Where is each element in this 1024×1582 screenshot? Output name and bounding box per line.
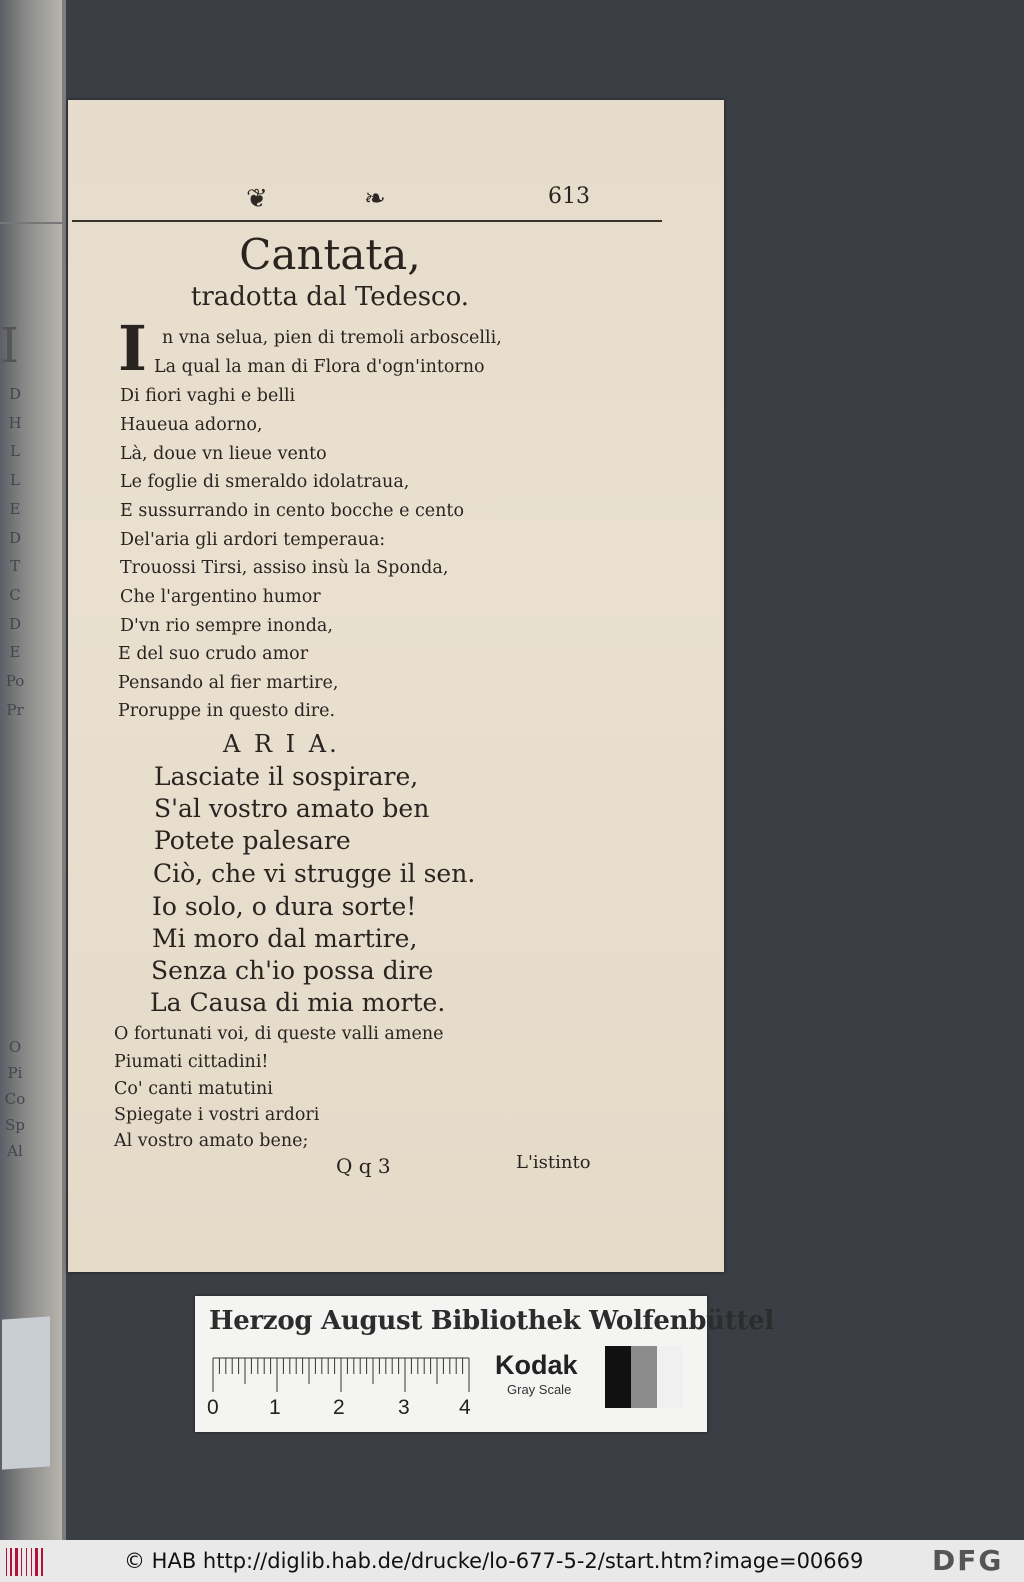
gray-scale-label: Gray Scale — [507, 1382, 572, 1397]
page-subtitle: tradotta dal Tedesco. — [190, 282, 470, 312]
verse-line: Co' canti matutini — [114, 1079, 273, 1099]
verse-line: Spiegate i vostri ardori — [114, 1105, 320, 1125]
scanned-page — [68, 100, 724, 1272]
previous-page-letter: E — [9, 643, 21, 662]
verse-line: Là, doue vn lieue vento — [120, 444, 327, 464]
barcode-bar — [6, 1548, 7, 1576]
verse-line: La qual la man di Flora d'ogn'intorno — [154, 357, 485, 377]
previous-page-rule — [0, 222, 64, 224]
verse-line: Haueua adorno, — [120, 415, 263, 435]
previous-page-letter: C — [9, 585, 21, 604]
previous-page-letter: Pi — [7, 1064, 23, 1082]
aria-line: La Causa di mia morte. — [150, 988, 446, 1017]
signature-mark: Q q 3 — [336, 1154, 391, 1178]
fleuron-icon: ❦ — [246, 184, 268, 214]
verse-line: E del suo crudo amor — [118, 644, 309, 664]
barcode-bar — [15, 1548, 18, 1576]
barcode-bar — [10, 1548, 12, 1576]
verse-line: Che l'argentino humor — [120, 587, 321, 607]
header-rule — [72, 220, 662, 222]
previous-page-letter: D — [8, 385, 22, 403]
verse-line: Del'aria gli ardori temperaua: — [120, 530, 386, 550]
verse-line: Proruppe in questo dire. — [118, 701, 336, 721]
book-gutter — [62, 0, 66, 1540]
previous-page-letter: Al — [7, 1142, 23, 1160]
verse-line: Piumati cittadini! — [114, 1052, 269, 1072]
previous-page-letter: L — [10, 442, 20, 461]
verse-line: Le foglie di smeraldo idolatraua, — [120, 472, 410, 492]
aria-line: Potete palesare — [154, 826, 351, 855]
previous-page-letter: E — [9, 499, 21, 518]
previous-page-letter: O — [8, 1038, 22, 1056]
aria-heading: A R I A. — [223, 730, 340, 758]
barcode-bar — [35, 1548, 38, 1576]
previous-page-letter: L — [10, 471, 20, 490]
ruler-number: 2 — [333, 1396, 345, 1419]
ruler-number: 0 — [207, 1396, 219, 1419]
ruler-number: 1 — [269, 1396, 281, 1419]
aria-line: S'al vostro amato ben — [154, 794, 430, 823]
aria-line: Mi moro dal martire, — [152, 924, 418, 953]
previous-page-letter: T — [9, 557, 20, 576]
barcode-icon — [6, 1548, 46, 1576]
library-scale-card — [195, 1296, 775, 1432]
previous-page-strip — [0, 0, 64, 1540]
previous-page-letter: Po — [5, 672, 25, 691]
ruler-number: 4 — [459, 1396, 471, 1419]
ruler-scale — [211, 1356, 471, 1396]
aria-line: Lasciate il sospirare, — [154, 762, 419, 791]
barcode-bar — [41, 1548, 43, 1576]
previous-page-letter: Co — [4, 1090, 26, 1108]
page-number: 613 — [548, 184, 590, 209]
previous-page-drop-cap: I — [0, 318, 19, 374]
previous-page-letter: Pr — [6, 700, 24, 719]
aria-line: Senza ch'io possa dire — [151, 956, 434, 985]
aria-line: Ciò, che vi strugge il sen. — [153, 859, 476, 888]
gray-swatch-mid — [631, 1346, 657, 1408]
drop-cap: I — [118, 312, 148, 385]
footer-bar — [0, 1540, 1024, 1582]
previous-page-line-starts-2 — [0, 1034, 30, 1164]
aria-line: Io solo, o dura sorte! — [152, 892, 417, 921]
previous-page-letter: Sp — [5, 1116, 25, 1134]
verse-line: O fortunati voi, di queste valli amene — [114, 1024, 444, 1044]
catchword: L'istinto — [516, 1152, 591, 1173]
verse-line: E sussurrando in cento bocche e cento — [120, 501, 464, 521]
gray-swatch-white — [657, 1346, 683, 1408]
verse-line: Al vostro amato bene; — [114, 1131, 309, 1151]
dfg-logo: DFG — [932, 1544, 1004, 1577]
page-title: Cantata, — [239, 230, 421, 279]
barcode-bar — [21, 1548, 22, 1576]
barcode-bar — [26, 1548, 27, 1576]
verse-line: Pensando al fier martire, — [118, 673, 339, 693]
previous-page-line-starts — [0, 380, 30, 724]
verse-line: D'vn rio sempre inonda, — [120, 616, 333, 636]
copyright-url[interactable]: © HAB http://diglib.hab.de/drucke/lo-677-5-2/start.htm?image=00669 — [124, 1549, 864, 1573]
previous-page-letter: D — [8, 614, 22, 633]
verse-line: n vna selua, pien di tremoli arboscelli, — [162, 328, 502, 348]
fleuron-icon: ❧ — [364, 184, 386, 214]
barcode-bar — [31, 1548, 32, 1576]
verse-line: Di fiori vaghi e belli — [120, 386, 296, 406]
ruler-number: 3 — [398, 1396, 410, 1419]
verse-line: Trouossi Tirsi, assiso insù la Sponda, — [120, 558, 449, 578]
shelf-label — [2, 1316, 50, 1469]
gray-swatch-black — [605, 1346, 631, 1408]
library-name: Herzog August Bibliothek Wolfenbüttel — [209, 1306, 775, 1336]
kodak-logo: Kodak — [495, 1350, 578, 1380]
previous-page-letter: D — [8, 528, 22, 547]
previous-page-letter: H — [8, 413, 22, 432]
